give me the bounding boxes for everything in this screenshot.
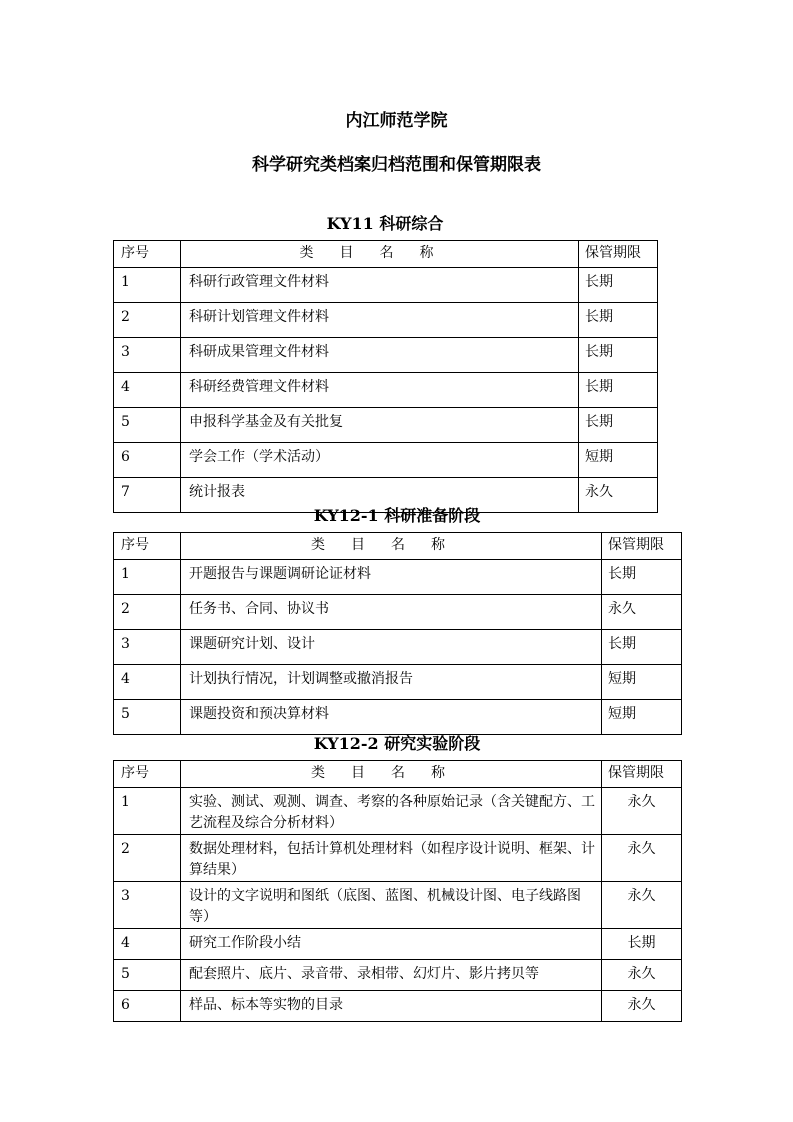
row-name: 配套照片、底片、录音带、录相带、幻灯片、影片拷贝等 [181,960,602,991]
row-num: 1 [114,560,181,595]
table-ky12-1 [113,532,682,735]
table-row [114,835,682,882]
row-num: 4 [114,373,181,408]
row-period: 短期 [602,700,682,735]
row-name: 研究工作阶段小结 [181,929,602,960]
row-period: 长期 [579,268,658,303]
row-name: 科研计划管理文件材料 [181,303,579,338]
row-name: 课题研究计划、设计 [181,630,602,665]
row-period: 永久 [602,991,682,1022]
table-header-row [114,241,658,268]
header-name: 类目名称 [181,533,602,560]
row-name: 申报科学基金及有关批复 [181,408,579,443]
row-period: 短期 [602,665,682,700]
row-num: 6 [114,991,181,1022]
table-row [114,560,682,595]
section-title-ky12-1: KY12-1 科研准备阶段 [313,506,481,525]
row-name: 科研行政管理文件材料 [181,268,579,303]
table-row [114,630,682,665]
header-num: 序号 [114,761,181,788]
table-row [114,595,682,630]
header-name: 类目名称 [181,241,579,268]
row-period: 短期 [579,443,658,478]
row-num: 3 [114,882,181,929]
row-num: 1 [114,788,181,835]
institution-title: 内江师范学院 [345,111,448,131]
row-period: 永久 [602,835,682,882]
header-period: 保管期限 [602,533,682,560]
row-num: 2 [114,835,181,882]
row-name: 开题报告与课题调研论证材料 [181,560,602,595]
header-num: 序号 [114,533,181,560]
document-title: 科学研究类档案归档范围和保管期限表 [252,155,541,175]
table-row [114,268,658,303]
row-num: 2 [114,595,181,630]
table-row [114,700,682,735]
table-row [114,443,658,478]
table-row [114,991,682,1022]
row-period: 长期 [579,373,658,408]
row-num: 3 [114,630,181,665]
row-name: 设计的文字说明和图纸（底图、蓝图、机械设计图、电子线路图等） [181,882,602,929]
row-num: 5 [114,700,181,735]
table-row [114,882,682,929]
row-name: 学会工作（学术活动） [181,443,579,478]
row-period: 永久 [579,478,658,513]
table-row [114,303,658,338]
table-row [114,665,682,700]
row-num: 4 [114,665,181,700]
row-name: 计划执行情况，计划调整或撤消报告 [181,665,602,700]
row-period: 永久 [602,595,682,630]
row-name: 科研成果管理文件材料 [181,338,579,373]
row-period: 长期 [579,303,658,338]
header-num: 序号 [114,241,181,268]
row-num: 3 [114,338,181,373]
section-title-ky11: KY11 科研综合 [326,214,444,233]
row-period: 永久 [602,960,682,991]
row-name: 统计报表 [181,478,579,513]
row-name: 数据处理材料，包括计算机处理材料（如程序设计说明、框架、计算结果） [181,835,602,882]
row-period: 长期 [602,560,682,595]
row-period: 长期 [579,408,658,443]
table-ky11 [113,240,658,513]
row-period: 长期 [602,630,682,665]
row-period: 长期 [579,338,658,373]
row-name: 任务书、合同、协议书 [181,595,602,630]
row-name: 科研经费管理文件材料 [181,373,579,408]
section-title-ky12-2: KY12-2 研究实验阶段 [313,734,481,753]
table-header-row [114,761,682,788]
table-row [114,960,682,991]
header-name: 类目名称 [181,761,602,788]
row-num: 6 [114,443,181,478]
row-name: 实验、测试、观测、调查、考察的各种原始记录（含关键配方、工艺流程及综合分析材料） [181,788,602,835]
row-period: 永久 [602,882,682,929]
row-num: 5 [114,408,181,443]
table-row [114,929,682,960]
table-ky12-2 [113,760,682,1022]
table-row [114,408,658,443]
row-name: 样品、标本等实物的目录 [181,991,602,1022]
table-row [114,788,682,835]
table-header-row [114,533,682,560]
table-row [114,338,658,373]
row-num: 2 [114,303,181,338]
table-row [114,373,658,408]
row-num: 4 [114,929,181,960]
row-num: 7 [114,478,181,513]
row-period: 永久 [602,788,682,835]
row-period: 长期 [602,929,682,960]
row-num: 5 [114,960,181,991]
row-name: 课题投资和预决算材料 [181,700,602,735]
header-period: 保管期限 [602,761,682,788]
row-num: 1 [114,268,181,303]
header-period: 保管期限 [579,241,658,268]
